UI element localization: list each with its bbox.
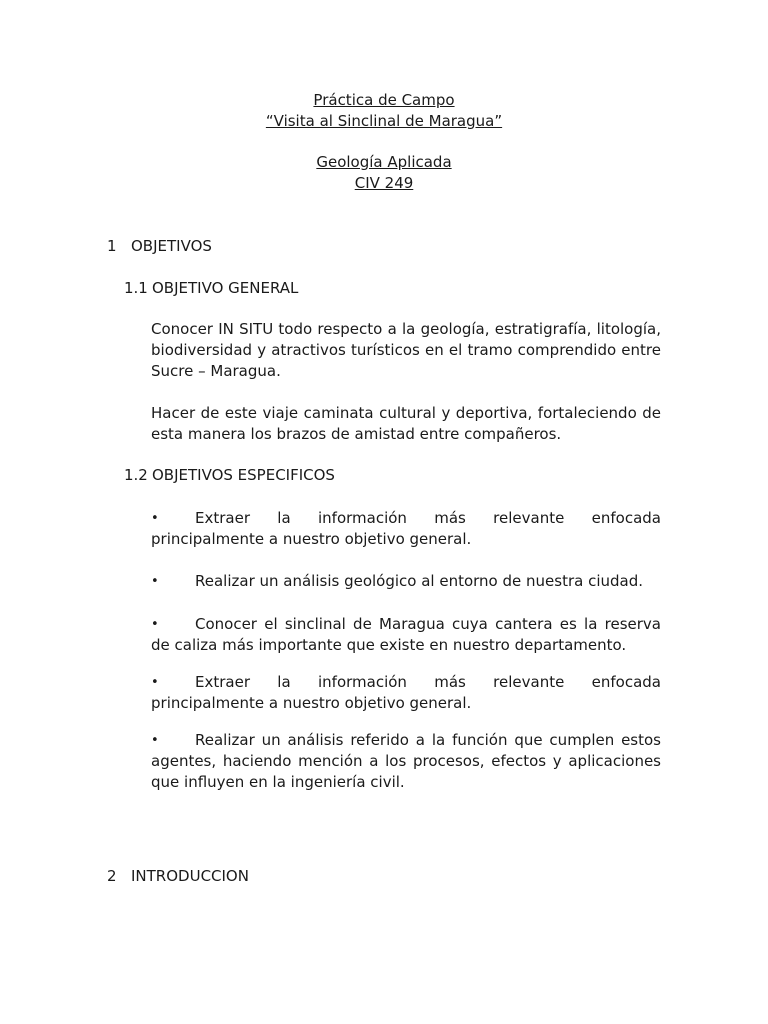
section-number: 2: [107, 867, 117, 885]
list-item: [151, 508, 661, 550]
title-practice: Práctica de Campo: [313, 91, 455, 109]
list-item: [151, 571, 661, 592]
subsection-number: 1.1: [124, 279, 148, 297]
section-label: INTRODUCCION: [131, 867, 249, 885]
section-heading-objetivos: [107, 236, 212, 256]
title-block: [0, 90, 768, 132]
course-name: Geología Aplicada: [316, 153, 452, 171]
general-paragraph-2: Hacer de este viaje caminata cultural y deportiva, fortaleciendo de esta manera los brazos de amistad entre compañeros.: [151, 404, 661, 443]
bullet-icon: •: [151, 511, 159, 526]
list-item: [151, 730, 661, 793]
section-label: OBJETIVOS: [131, 237, 212, 255]
list-item: [151, 614, 661, 656]
list-item-text: Conocer el sinclinal de Maragua cuya cantera es la reserva de caliza más importante que existe en nuestro departamento.: [151, 615, 661, 654]
subsection-heading-especificos: [124, 465, 335, 485]
list-item-text: Extraer la información más relevante enfocada principalmente a nuestro objetivo general.: [151, 673, 661, 712]
list-item-text: Extraer la información más relevante enfocada principalmente a nuestro objetivo general.: [151, 509, 661, 548]
bullet-icon: •: [151, 617, 159, 632]
subsection-heading-general: [124, 278, 298, 298]
list-item-text: Realizar un análisis referido a la función que cumplen estos agentes, haciendo mención a los procesos, efectos y aplicaciones que influyen en la ingeniería civil.: [151, 731, 661, 791]
bullet-icon: •: [151, 733, 159, 748]
title-visit: “Visita al Sinclinal de Maragua”: [265, 112, 503, 130]
subsection-number: 1.2: [124, 466, 148, 484]
bullet-icon: •: [151, 675, 159, 690]
bullet-icon: •: [151, 574, 159, 589]
list-item-text: Realizar un análisis geológico al entorno de nuestra ciudad.: [195, 572, 644, 590]
section-number: 1: [107, 237, 117, 255]
subsection-label: OBJETIVOS ESPECIFICOS: [152, 466, 335, 484]
general-paragraph-1: Conocer IN SITU todo respecto a la geología, estratigrafía, litología, biodiversidad y atractivos turísticos en el tramo comprendido entre Sucre – Maragua.: [151, 320, 661, 380]
course-code: CIV 249: [354, 174, 414, 192]
course-block: [0, 152, 768, 194]
list-item: [151, 672, 661, 714]
subsection-label: OBJETIVO GENERAL: [152, 279, 299, 297]
section-heading-introduccion: [107, 866, 249, 886]
